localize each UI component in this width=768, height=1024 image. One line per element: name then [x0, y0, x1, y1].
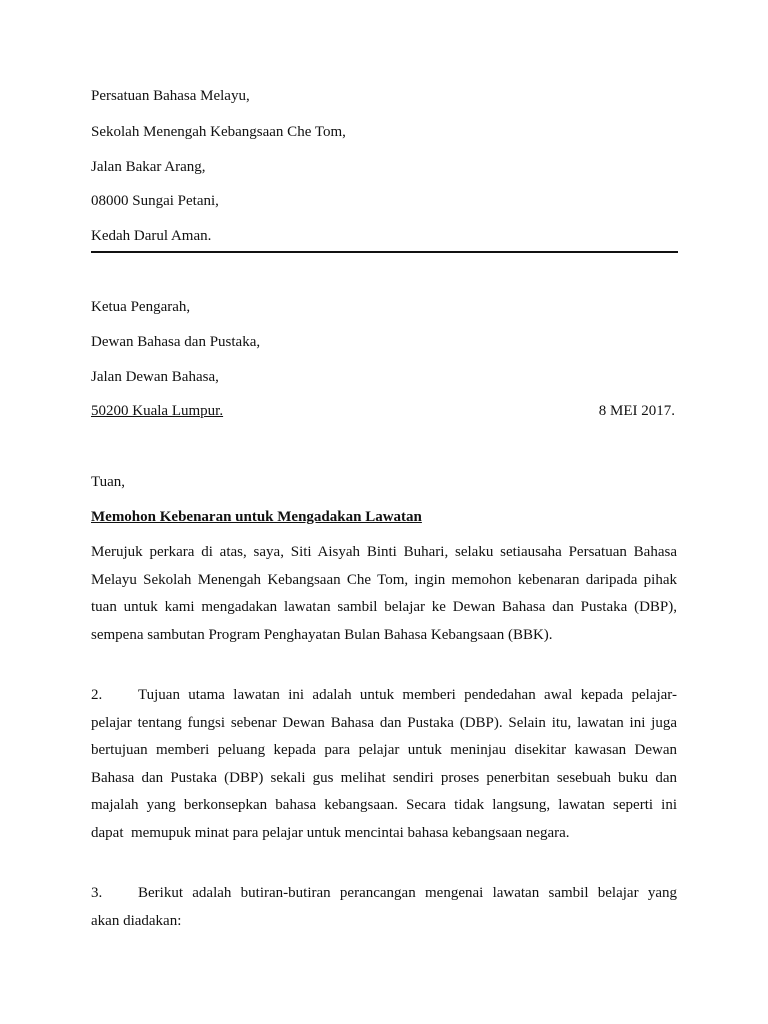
sender-line-organisation: Persatuan Bahasa Melayu, — [91, 88, 250, 104]
paragraph-1-line: tuan untuk kami mengadakan lawatan sambil belajar ke Dewan Bahasa dan Pustaka (DBP), — [91, 599, 677, 616]
sender-line-state: Kedah Darul Aman. — [91, 228, 212, 244]
paragraph-1-line: sempena sambutan Program Penghayatan Bulan Bahasa Kebangsaan (BBK). — [91, 626, 553, 643]
paragraph-2-number: 2. — [91, 687, 103, 703]
recipient-line-title: Ketua Pengarah, — [91, 299, 191, 315]
letter-date: 8 MEI 2017. — [598, 403, 675, 419]
recipient-line-organisation: Dewan Bahasa dan Pustaka, — [91, 334, 261, 350]
recipient-line-postcode: 50200 Kuala Lumpur. — [91, 403, 224, 419]
header-divider — [91, 251, 678, 253]
paragraph-2-line: Tujuan utama lawatan ini adalah untuk memberi pendedahan awal kepada pelajar- — [138, 687, 677, 703]
paragraph-3-line: akan diadakan: — [91, 912, 182, 929]
salutation: Tuan, — [91, 474, 126, 490]
paragraph-3 — [91, 880, 677, 935]
paragraph-3-number: 3. — [91, 885, 103, 901]
subject-heading: Memohon Kebenaran untuk Mengadakan Lawatan — [91, 509, 422, 525]
paragraph-2 — [91, 682, 677, 848]
paragraph-1 — [91, 539, 677, 649]
paragraph-1-line: Melayu Sekolah Menengah Kebangsaan Che Tom, ingin memohon kebenaran daripada pihak — [91, 571, 677, 588]
paragraph-2-line: bertujuan memberi peluang kepada para pelajar untuk meninjau disekitar kawasan Dewan — [91, 742, 677, 759]
sender-line-school: Sekolah Menengah Kebangsaan Che Tom, — [91, 124, 346, 140]
paragraph-2-line: pelajar tentang fungsi sebenar Dewan Bahasa dan Pustaka (DBP). Selain itu, lawatan ini juga — [91, 714, 677, 731]
paragraph-1-line: Merujuk perkara di atas, saya, Siti Aisyah Binti Buhari, selaku setiausaha Persatuan Bahasa — [91, 544, 677, 560]
paragraph-2-line: Bahasa dan Pustaka (DBP) sekali gus melihat sendiri proses penerbitan sesebuah buku dan — [91, 769, 677, 786]
paragraph-2-line: majalah yang berkonsepkan bahasa kebangsaan. Secara tidak langsung, lawatan seperti ini — [91, 797, 677, 814]
paragraph-2-line: dapat memupuk minat para pelajar untuk mencintai bahasa kebangsaan negara. — [91, 824, 570, 841]
recipient-line-street: Jalan Dewan Bahasa, — [91, 369, 219, 385]
paragraph-3-line: Berikut adalah butiran-butiran perancangan mengenai lawatan sambil belajar yang — [138, 885, 677, 901]
sender-line-street: Jalan Bakar Arang, — [91, 159, 206, 175]
sender-line-postcode: 08000 Sungai Petani, — [91, 193, 219, 209]
paragraph-2-first-line — [91, 682, 677, 710]
paragraph-3-first-line — [91, 880, 677, 908]
